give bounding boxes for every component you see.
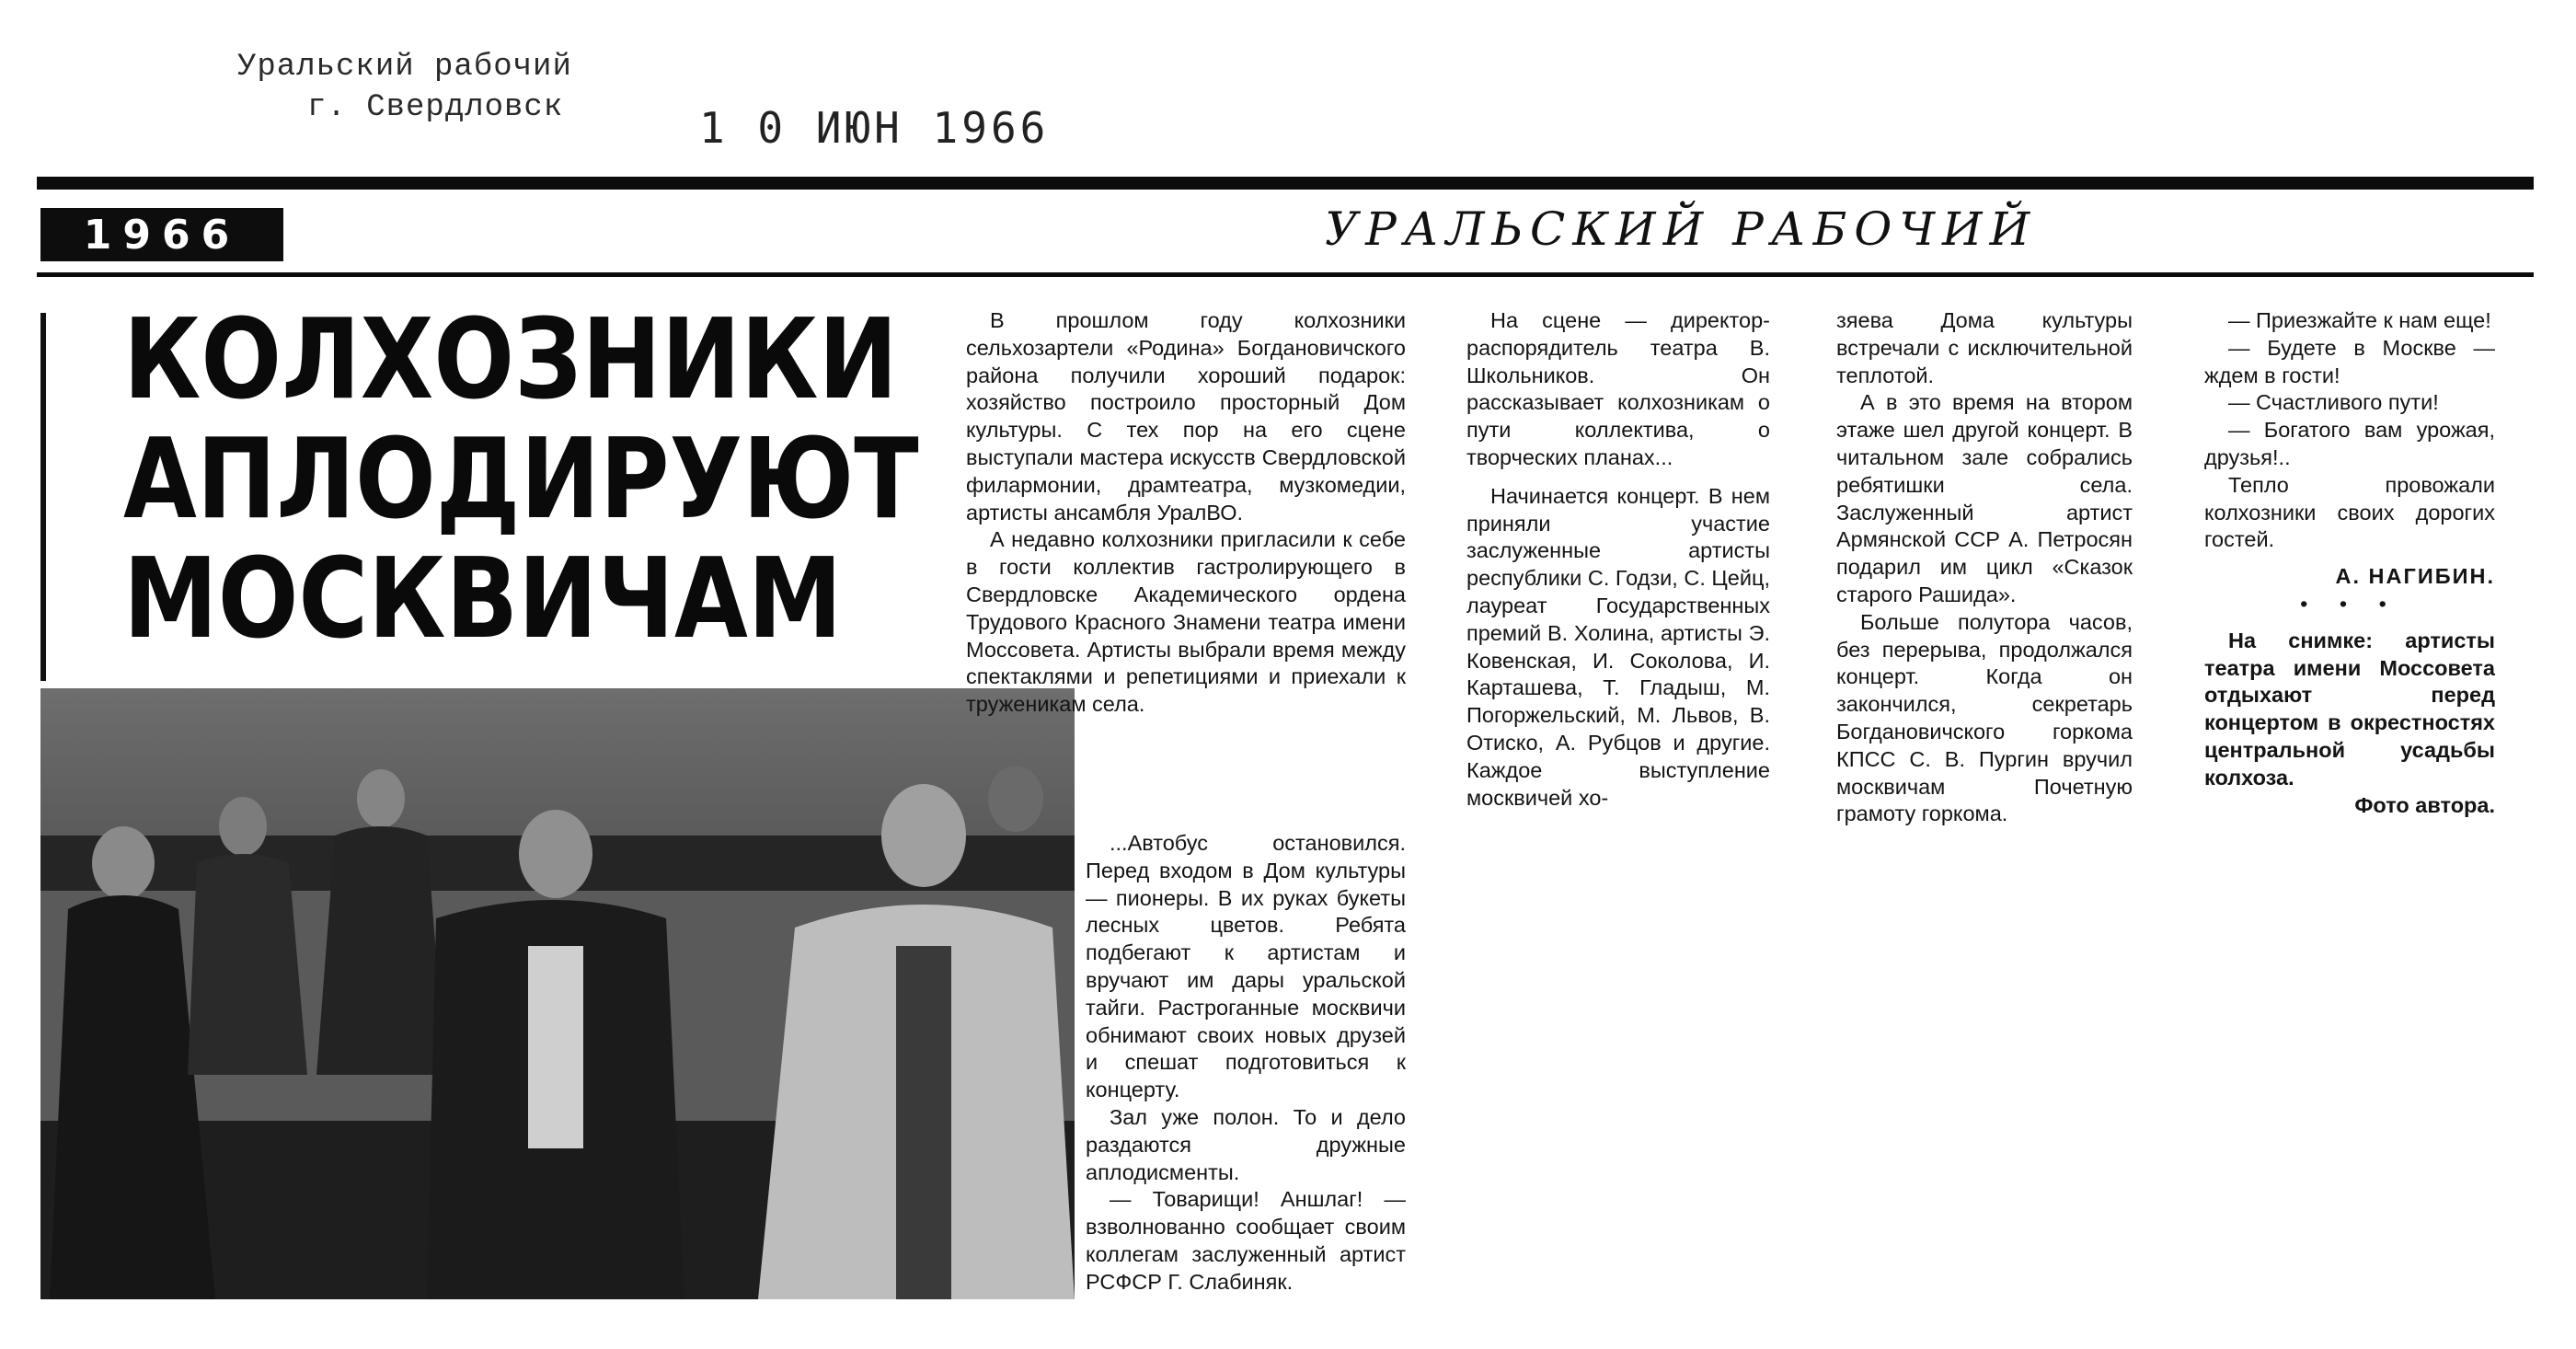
column3-paragraph-2: А в это время на втором этаже шел другой концерт. В читальном зале собрались ребятишки села. Заслуженный артист Армянской ССР А. Петросян подарил им цикл «Сказок старого Рашида». <box>1836 390 2133 606</box>
stamp-date: 1 0 ИЮН 1966 <box>699 103 1050 153</box>
paper-name: УРАЛЬСКИЙ РАБОЧИЙ <box>1325 202 2038 256</box>
article-column-1-bottom <box>1086 830 1406 1297</box>
headline-line-1: КОЛХОЗНИКИ <box>123 296 898 424</box>
photo-credit: Фото автора. <box>2354 792 2495 817</box>
column2-paragraph-1: На сцене — директор-распорядитель театра В. Школьников. Он рассказывает колхозникам о пути коллектива, о творческих планах... <box>1466 308 1770 469</box>
article-column-2 <box>1466 307 1770 812</box>
column4-line-5: Тепло провожали колхозники своих дорогих гостей. <box>2204 472 2495 552</box>
column4-line-4: — Богатого вам урожая, друзья!.. <box>2204 418 2495 469</box>
year-badge <box>40 208 283 261</box>
column1-paragraph-1: В прошлом году колхозники сельхозартели «Родина» Богдановичского района получили хороший подарок: хозяйство построило просторный Дом культуры. С тех пор на его сцене выступали мастера искусств Свердловской филармонии, драмтеатра, музкомедии, артисты ансамбля УралВО. <box>966 308 1406 525</box>
headline-line-3: МОСКВИЧАМ <box>123 536 843 663</box>
article-column-3 <box>1836 307 2133 828</box>
column2-paragraph-2: Начинается концерт. В нем приняли участие заслуженные артисты республики С. Годзи, С. Цейц, лауреат Государственных премий В. Холина, артисты Э. Ковенская, И. Соколова, И. Карташева, Т. Гладыш, М. Погоржельский, М. Львов, В. Отиско, А. Рубцов и другие. Каждое выступление москвичей хо- <box>1466 483 1770 810</box>
year-badge-text: 1966 <box>83 211 241 259</box>
article-photo <box>40 688 1075 1299</box>
column3-paragraph-1: зяева Дома культуры встречали с исключительной теплотой. <box>1836 308 2133 387</box>
column1-paragraph-2: А недавно колхозники пригласили к себе в гости коллектив гастролирующего в Свердловске Академического ордена Трудового Красного Знамени театра имени Моссовета. Артисты выбрали время между спектаклями и репетициями и приехали к труженикам села. <box>966 527 1406 717</box>
masthead-bottom-rule <box>37 272 2534 277</box>
photo-illustration <box>40 688 1075 1299</box>
column4-line-2: — Будете в Москве — ждем в гости! <box>2204 335 2495 387</box>
column1-paragraph-5: — Товарищи! Аншлаг! — взволнованно сообщает своим коллегам заслуженный артист РСФСР Г. Слабиняк. <box>1086 1187 1406 1294</box>
headline-line-2: АПЛОДИРУЮТ <box>123 416 919 544</box>
column4-line-1: — Приезжайте к нам еще! <box>2228 308 2491 332</box>
section-separator: • • • <box>2300 591 2399 616</box>
article-column-4 <box>2204 307 2495 819</box>
top-rule <box>37 177 2534 190</box>
column3-paragraph-3: Больше полутора часов, без перерыва, продолжался концерт. Когда он закончился, секретарь Богдановичского горкома КПСС С. В. Пургин вручил москвичам Почетную грамоту горкома. <box>1836 609 2133 826</box>
stamp-newspaper: Уральский рабочий <box>237 50 572 85</box>
left-margin-bar <box>40 313 46 681</box>
stamp-city: г. Свердловск <box>307 90 564 125</box>
author-signature: А. НАГИБИН. <box>2335 564 2495 589</box>
article-column-1-top <box>966 307 1406 719</box>
photo-caption: На снимке: артисты театра имени Моссовета отдыхают перед концертом в окрестностях центральной усадьбы колхоза. <box>2204 628 2495 790</box>
column4-line-3: — Счастливого пути! <box>2228 390 2439 415</box>
column1-paragraph-3: ...Автобус остановился. Перед входом в Дом культуры — пионеры. В их руках букеты лесных цветов. Ребята подбегают к артистам и вручают им дары уральской тайги. Растроганные москвичи обнимают своих новых друзей и спешат подготовиться к концерту. <box>1086 831 1406 1102</box>
column1-paragraph-4: Зал уже полон. То и дело раздаются дружные аплодисменты. <box>1086 1104 1406 1184</box>
